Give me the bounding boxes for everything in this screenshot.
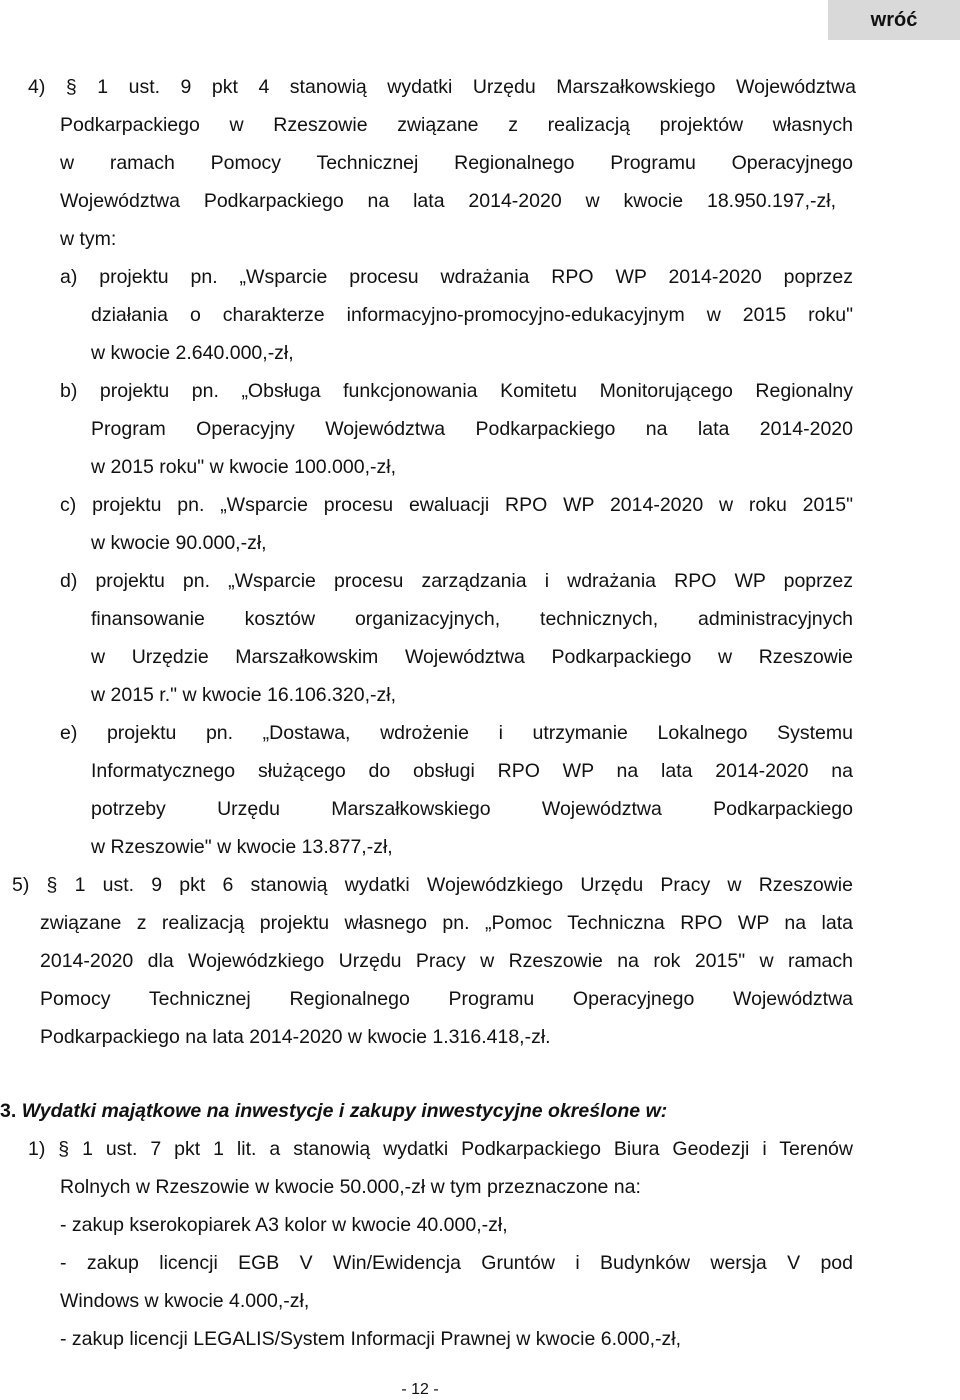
section-3-line-3: - zakup kserokopiarek A3 kolor w kwocie 40.000,-zł,	[60, 1214, 508, 1236]
item-4b-line-2: Program Operacyjny Województwa Podkarpackiego na lata 2014-2020	[91, 418, 853, 440]
section-3-line-1: 1) § 1 ust. 7 pkt 1 lit. a stanowią wydatki Podkarpackiego Biura Geodezji i Terenów	[28, 1138, 853, 1160]
item-4c-line-1: c) projektu pn. „Wsparcie procesu ewaluacji RPO WP 2014-2020 w roku 2015"	[60, 494, 853, 516]
item-4b-line-1: b) projektu pn. „Obsługa funkcjonowania Komitetu Monitorującego Regionalny	[60, 380, 853, 402]
section-3-heading	[0, 1099, 667, 1123]
page-number: - 12 -	[401, 1381, 439, 1398]
item-4e-line-4: w Rzeszowie" w kwocie 13.877,-zł,	[91, 836, 393, 858]
item-4a-line-2: działania o charakterze informacyjno-promocyjno-edukacyjnym w 2015 roku"	[91, 304, 853, 326]
item-4d-line-4: w 2015 r." w kwocie 16.106.320,-zł,	[91, 684, 397, 706]
item-4d-line-2: finansowanie kosztów organizacyjnych, technicznych, administracyjnych	[91, 608, 853, 630]
section-3-line-4: - zakup licencji EGB V Win/Ewidencja Gruntów i Budynków wersja V pod	[60, 1252, 853, 1274]
item-4b-line-3: w 2015 roku" w kwocie 100.000,-zł,	[91, 456, 396, 478]
item-4-line-5: w tym:	[60, 228, 117, 250]
item-5-line-5: Podkarpackiego na lata 2014-2020 w kwocie 1.316.418,-zł.	[40, 1026, 551, 1048]
section-3-line-5: Windows w kwocie 4.000,-zł,	[60, 1290, 310, 1312]
item-5-line-4: Pomocy Technicznej Regionalnego Programu Operacyjnego Województwa	[40, 988, 853, 1010]
item-5-line-2: związane z realizacją projektu własnego pn. „Pomoc Techniczna RPO WP na lata	[40, 912, 853, 934]
item-4-line-2: Podkarpackiego w Rzeszowie związane z realizacją projektów własnych	[60, 114, 853, 136]
item-5-line-3: 2014-2020 dla Wojewódzkiego Urzędu Pracy w Rzeszowie na rok 2015" w ramach	[40, 950, 853, 972]
item-4-line-1: 4) § 1 ust. 9 pkt 4 stanowią wydatki Urzędu Marszałkowskiego Województwa	[28, 76, 856, 98]
section-3-line-2: Rolnych w Rzeszowie w kwocie 50.000,-zł w tym przeznaczone na:	[60, 1176, 641, 1198]
item-4a-line-3: w kwocie 2.640.000,-zł,	[91, 342, 294, 364]
item-4e-line-1: e) projektu pn. „Dostawa, wdrożenie i utrzymanie Lokalnego Systemu	[60, 722, 853, 744]
item-4-line-3: w ramach Pomocy Technicznej Regionalnego Programu Operacyjnego	[60, 152, 853, 174]
item-4e-line-3: potrzeby Urzędu Marszałkowskiego Województwa Podkarpackiego	[91, 798, 853, 820]
item-4d-line-1: d) projektu pn. „Wsparcie procesu zarządzania i wdrażania RPO WP poprzez	[60, 570, 853, 592]
section-3-title: Wydatki majątkowe na inwestycje i zakupy inwestycyjne określone w:	[21, 1100, 668, 1122]
item-4-line-4: Województwa Podkarpackiego na lata 2014-2020 w kwocie 18.950.197,-zł,	[60, 190, 836, 212]
section-3-line-6: - zakup licencji LEGALIS/System Informacji Prawnej w kwocie 6.000,-zł,	[60, 1328, 681, 1350]
back-button[interactable]: wróć	[828, 0, 960, 40]
section-3-number: 3.	[0, 1100, 17, 1122]
item-4e-line-2: Informatycznego służącego do obsługi RPO WP na lata 2014-2020 na	[91, 760, 853, 782]
item-4a-line-1: a) projektu pn. „Wsparcie procesu wdrażania RPO WP 2014-2020 poprzez	[60, 266, 853, 288]
item-4d-line-3: w Urzędzie Marszałkowskim Województwa Podkarpackiego w Rzeszowie	[91, 646, 853, 668]
item-4c-line-2: w kwocie 90.000,-zł,	[91, 532, 267, 554]
item-5-line-1: 5) § 1 ust. 9 pkt 6 stanowią wydatki Wojewódzkiego Urzędu Pracy w Rzeszowie	[12, 874, 853, 896]
